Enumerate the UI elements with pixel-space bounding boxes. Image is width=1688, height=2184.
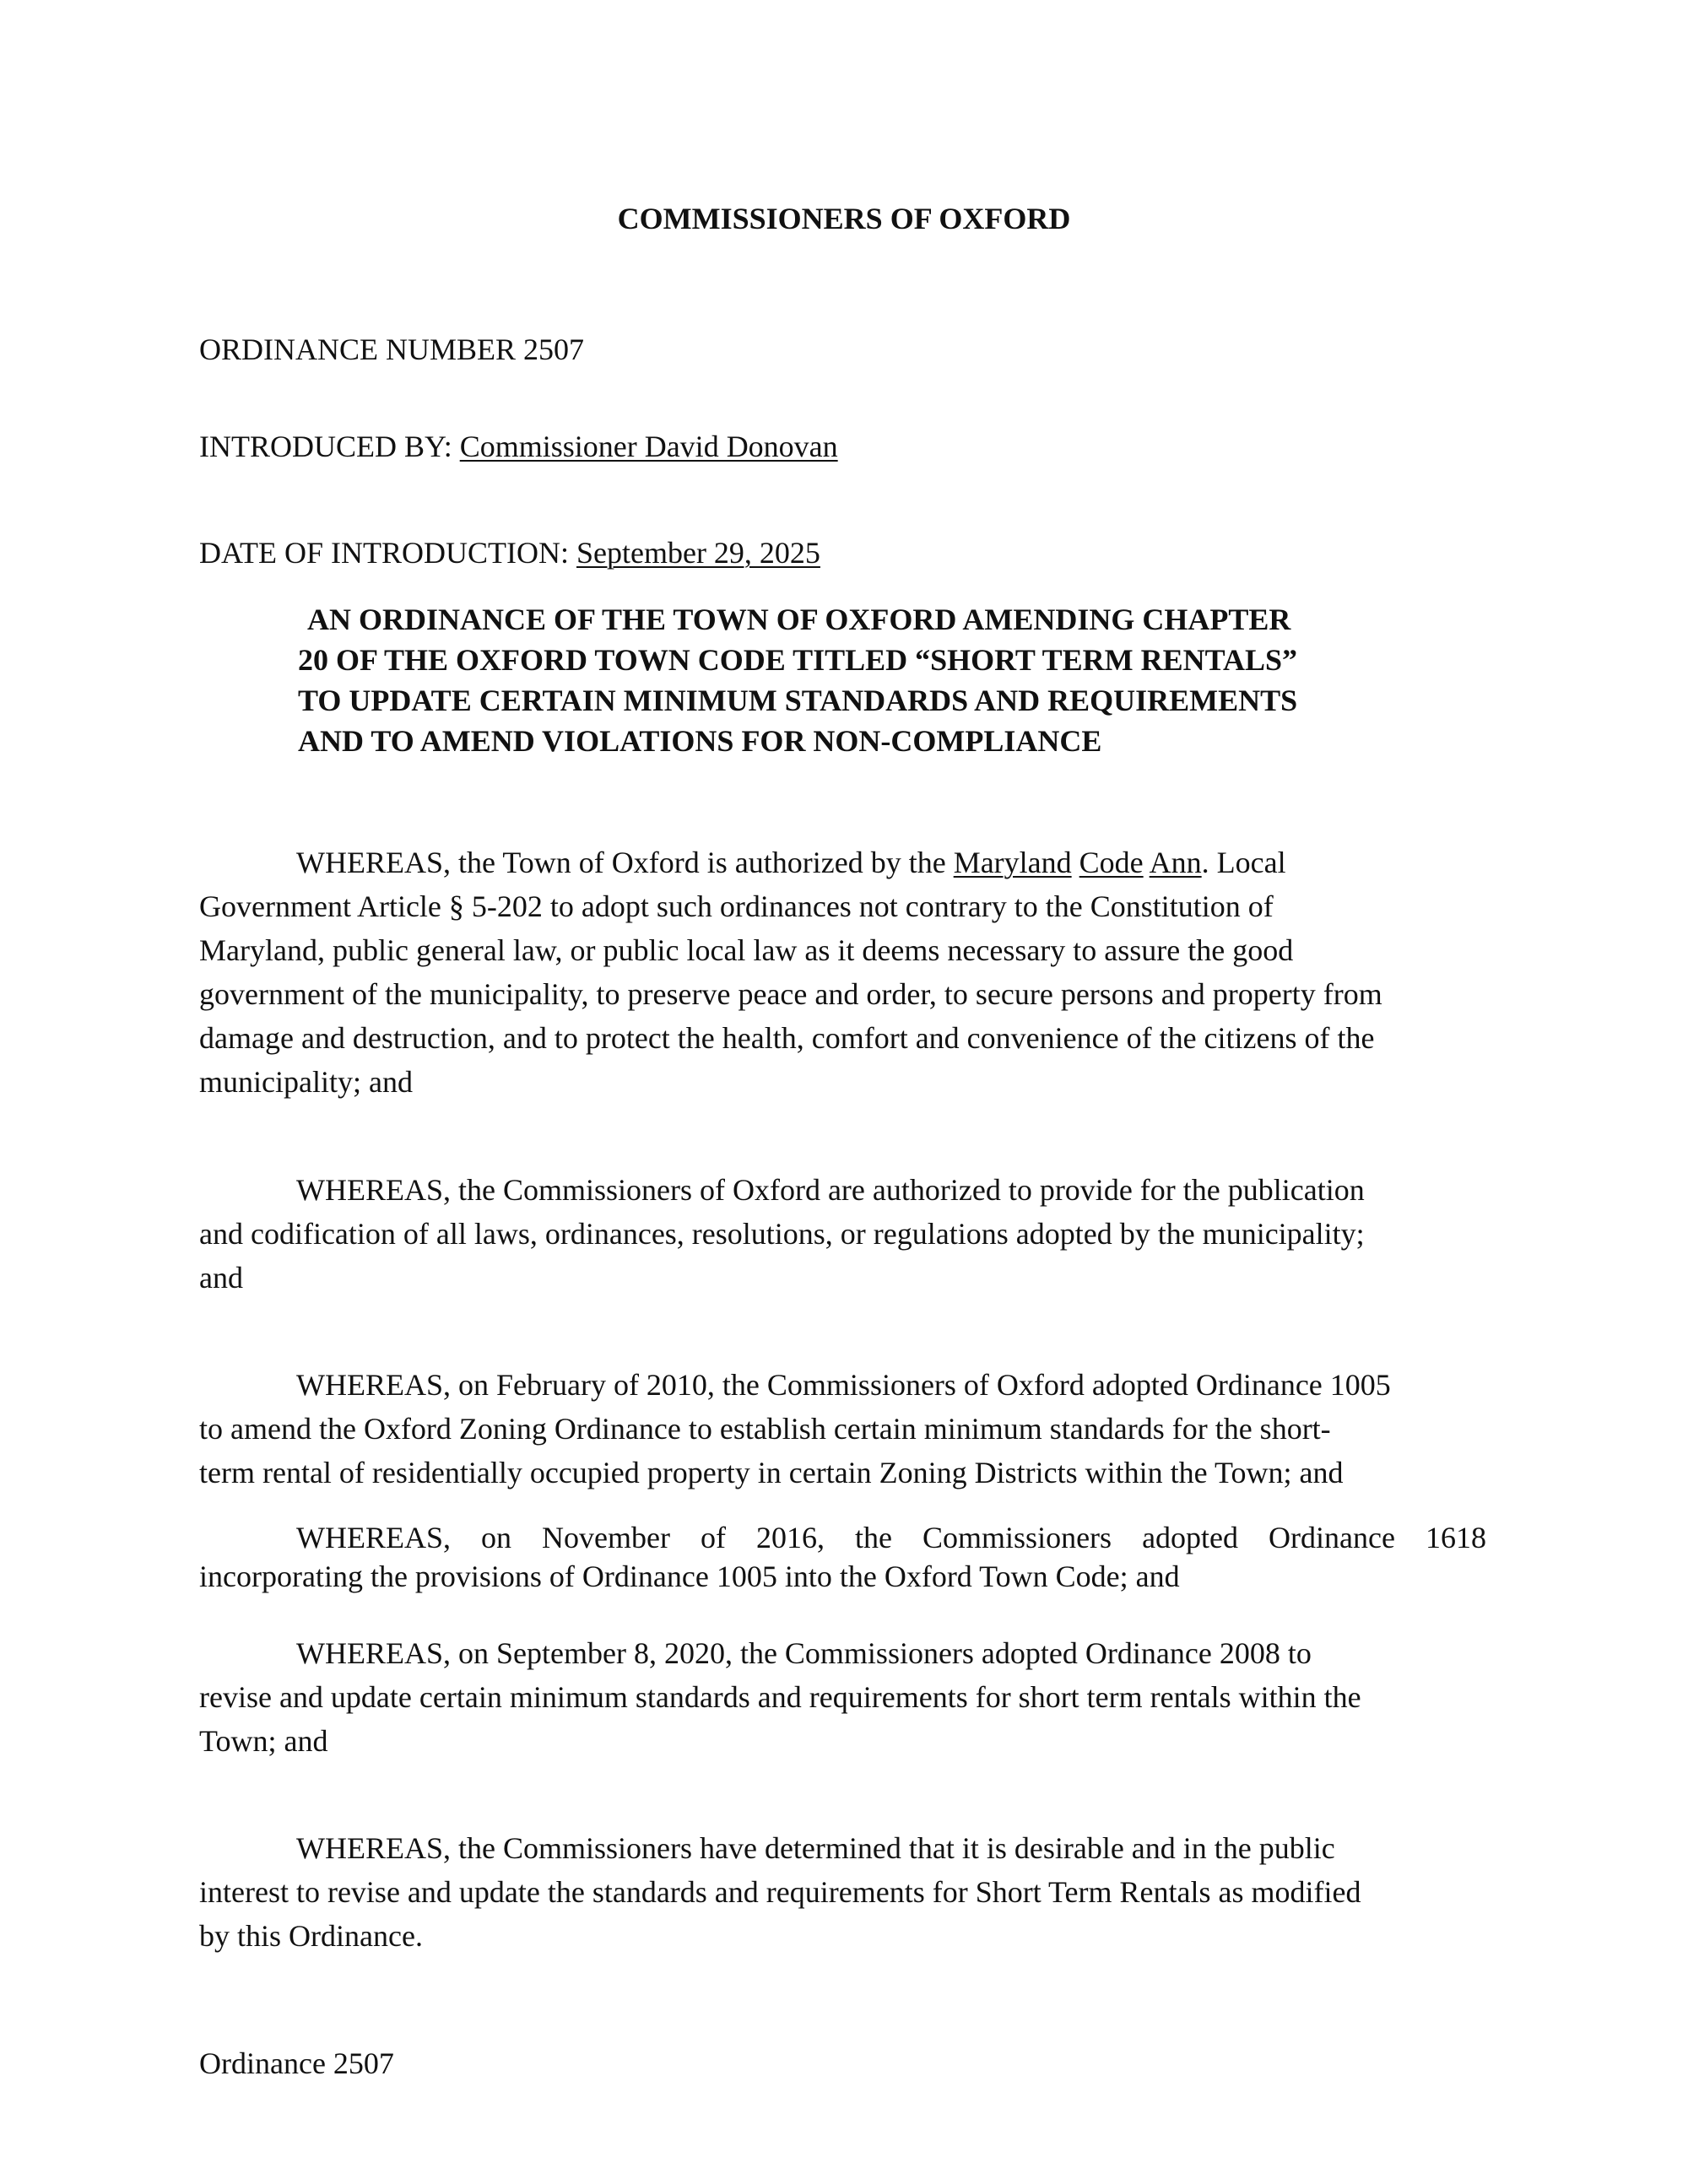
introduced-by-label: INTRODUCED BY: xyxy=(199,430,460,463)
paragraph-line: Government Article § 5-202 to adopt such ordinances not contrary to the Constitution of xyxy=(199,889,1274,923)
paragraph-line: by this Ordinance. xyxy=(199,1919,423,1953)
line-text: WHEREAS, the Town of Oxford is authorized by the xyxy=(296,846,954,879)
paragraph-line: Maryland, public general law, or public local law as it deems necessary to assure the good xyxy=(199,933,1294,967)
whereas-paragraph-1 xyxy=(199,841,1486,1104)
citation-code: Code xyxy=(1079,846,1144,879)
paragraph-line: interest to revise and update the standards and requirements for Short Term Rentals as modified xyxy=(199,1875,1361,1909)
heading-line: AN ORDINANCE OF THE TOWN OF OXFORD AMENDING CHAPTER xyxy=(307,603,1291,636)
whereas-paragraph-3 xyxy=(199,1363,1486,1495)
citation-ann: Ann xyxy=(1149,846,1202,879)
whereas-paragraph-4 xyxy=(199,1518,1486,1596)
heading-line: AND TO AMEND VIOLATIONS FOR NON-COMPLIANCE xyxy=(298,724,1102,758)
paragraph-line: term rental of residentially occupied property in certain Zoning Districts within the Town; and xyxy=(199,1456,1344,1489)
paragraph-line: incorporating the provisions of Ordinance 1005 into the Oxford Town Code; and xyxy=(199,1560,1180,1593)
heading-line: TO UPDATE CERTAIN MINIMUM STANDARDS AND REQUIREMENTS xyxy=(298,684,1298,717)
paragraph-line: and codification of all laws, ordinances, resolutions, or regulations adopted by the municipality; xyxy=(199,1217,1365,1251)
date-label: DATE OF INTRODUCTION: xyxy=(199,536,576,570)
citation-maryland: Maryland xyxy=(953,846,1072,879)
whereas-paragraph-6 xyxy=(199,1826,1486,1958)
whereas-paragraph-2 xyxy=(199,1168,1486,1300)
line-text: . Local xyxy=(1201,846,1286,879)
introduced-by-value: Commissioner David Donovan xyxy=(459,430,838,463)
paragraph-line: WHEREAS, on September 8, 2020, the Commissioners adopted Ordinance 2008 to xyxy=(296,1636,1312,1670)
paragraph-line: damage and destruction, and to protect the health, comfort and convenience of the citizens of the xyxy=(199,1021,1375,1055)
date-of-introduction xyxy=(199,535,820,570)
paragraph-line: WHEREAS, on November of 2016, the Commissioners adopted Ordinance 1618 xyxy=(296,1521,1486,1554)
ordinance-number: ORDINANCE NUMBER 2507 xyxy=(199,332,585,366)
paragraph-line: revise and update certain minimum standards and requirements for short term rentals within the xyxy=(199,1680,1361,1714)
paragraph-line: WHEREAS, on February of 2010, the Commissioners of Oxford adopted Ordinance 1005 xyxy=(296,1368,1391,1402)
paragraph-line: and xyxy=(199,1261,243,1295)
paragraph-line xyxy=(199,841,1486,884)
paragraph-line: municipality; and xyxy=(199,1065,413,1099)
page-footer: Ordinance 2507 xyxy=(199,2046,394,2080)
date-value: September 29, 2025 xyxy=(576,536,820,570)
document-title: COMMISSIONERS OF OXFORD xyxy=(617,202,1071,235)
paragraph-line: WHEREAS, the Commissioners have determined that it is desirable and in the public xyxy=(296,1831,1335,1865)
ordinance-heading xyxy=(298,599,1297,761)
introduced-by xyxy=(199,429,838,464)
paragraph-line: government of the municipality, to preserve peace and order, to secure persons and property from xyxy=(199,977,1382,1011)
whereas-paragraph-5 xyxy=(199,1631,1486,1763)
paragraph-line: WHEREAS, the Commissioners of Oxford are authorized to provide for the publication xyxy=(296,1173,1365,1207)
heading-line: 20 OF THE OXFORD TOWN CODE TITLED “SHORT TERM RENTALS” xyxy=(298,643,1297,677)
paragraph-line: Town; and xyxy=(199,1724,328,1758)
paragraph-line: to amend the Oxford Zoning Ordinance to establish certain minimum standards for the short- xyxy=(199,1412,1331,1446)
